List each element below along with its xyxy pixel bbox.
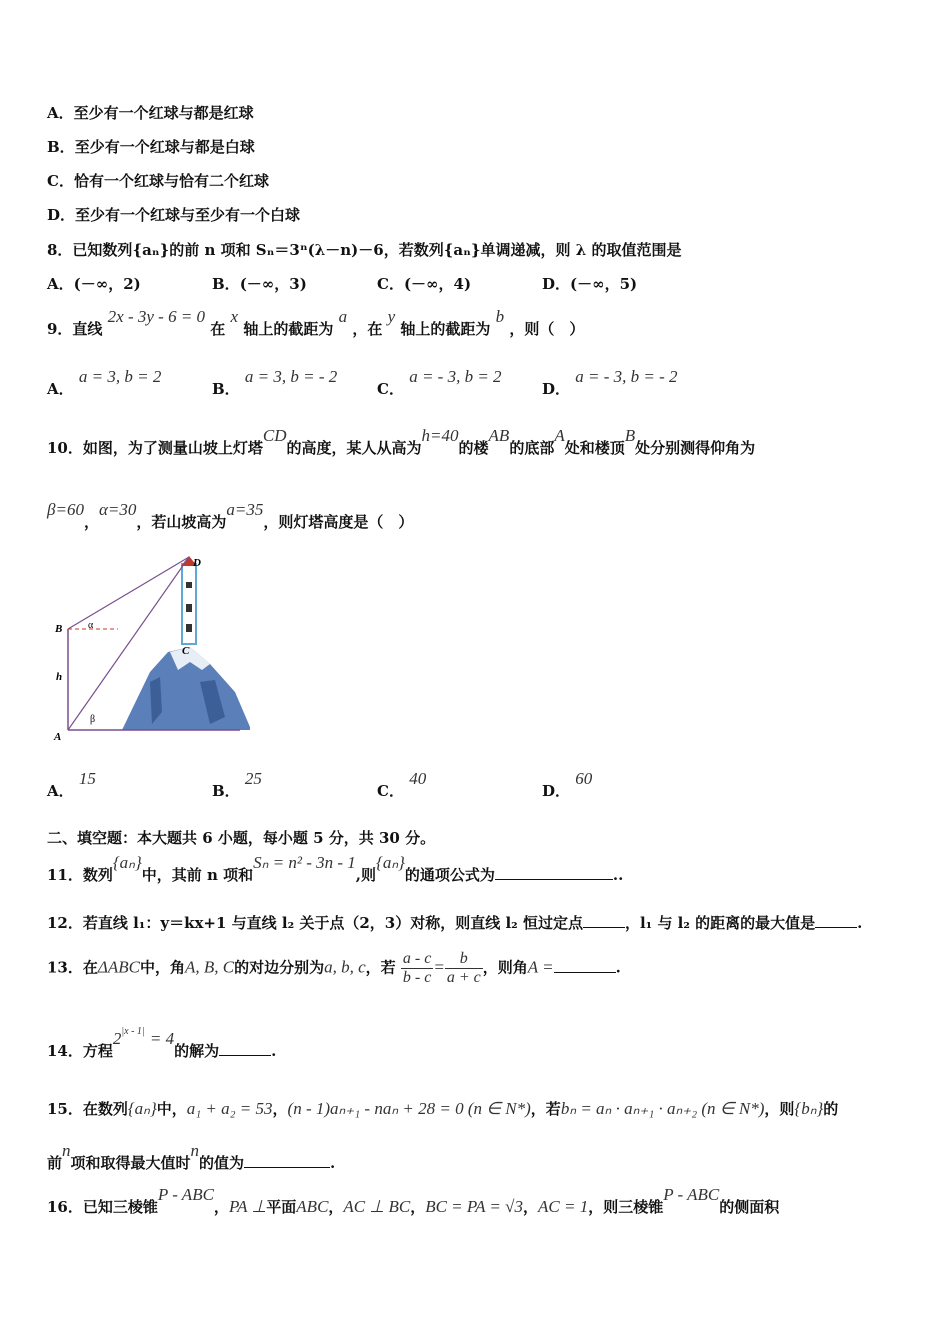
q15-stem-line2: 前n项和取得最大值时n的值为 . <box>47 1141 336 1172</box>
q11-stem: 11．数列{aₙ}中，其前 n 项和Sₙ = n² - 3n - 1,则{aₙ}的通项公式为 .. <box>47 853 624 884</box>
q10-options <box>47 769 593 801</box>
label-b: B <box>55 623 63 635</box>
q10-stem-line1: 10．如图，为了测量山坡上灯塔CD的高度，某人从高为h=40的楼AB的底部A处和楼顶B处分别测得仰角为 <box>47 426 756 457</box>
q8-stem: 8．已知数列{aₙ}的前 n 项和 Sₙ＝3ⁿ(λ－n)－6，若数列{aₙ}单调递减，则 λ 的取值范围是 <box>47 241 682 259</box>
label-c: C <box>182 645 190 657</box>
mountain-illustration <box>122 647 250 730</box>
q8-option-a: A．(－∞，2) <box>47 275 141 293</box>
q12-point-blank[interactable] <box>583 913 625 928</box>
section-heading: 二、填空题：本大题共 6 小题，每小题 5 分，共 30 分。 <box>47 829 436 847</box>
q13-answer-blank[interactable] <box>554 958 616 973</box>
q14-stem: 14．方程$2^{|x - 1|} = 4$的解为 . <box>47 1026 277 1060</box>
q13-fraction-right: $\frac{b}{a + c}$ <box>446 950 481 986</box>
q8-option-c: C．(－∞，4) <box>377 275 472 293</box>
label-d: D <box>193 557 201 569</box>
q9-options <box>47 367 678 399</box>
q7-option-d: D．至少有一个红球与至少有一个白球 <box>47 206 301 224</box>
q12-stem: 12．若直线 l₁：y＝kx+1 与直线 l₂ 关于点（2，3）对称，则直线 l₂ 恒过定点 ，l₁ 与 l₂ 的距离的最大值是 . <box>47 914 863 932</box>
q13-stem: 13．在ΔABC中，角A, B, C的对边分别为a, b, c，若 $\frac{a - c}{b - c}$ = $\frac{b}{a + c}$ ，则角A = . <box>47 950 621 986</box>
q15-answer-blank[interactable] <box>244 1153 330 1168</box>
q7-option-c: C．恰有一个红球与恰有二个红球 <box>47 172 269 190</box>
q9-line-equation: 2x - 3y - 6 = 0 <box>107 307 206 326</box>
q8-options <box>47 273 637 294</box>
q7-option-a: A．至少有一个红球与都是红球 <box>47 104 254 122</box>
q11-answer-blank[interactable] <box>495 865 613 880</box>
label-alpha: α <box>88 620 94 631</box>
q9-option-a: A． a = 3, b = 2 <box>47 367 162 398</box>
q10-option-d: D． 60 <box>542 769 593 800</box>
q16-stem: 16．已知三棱锥P - ABC，PA ⊥平面ABC，AC ⊥ BC，BC = PA = √3，AC = 1，则三棱锥P - ABC的侧面积 <box>47 1185 780 1216</box>
q9-option-c: C． a = - 3, b = 2 <box>377 367 502 398</box>
q10-option-c: C． 40 <box>377 769 427 800</box>
q10-option-b: B． 25 <box>212 769 262 800</box>
sight-line-b-d <box>68 557 189 629</box>
q10-stem-line2: β=60，α=30，若山坡高为a=35，则灯塔高度是（ ） <box>47 500 414 531</box>
q7-option-b: B．至少有一个红球与都是白球 <box>47 138 255 156</box>
label-a: A <box>54 731 62 742</box>
q8-option-b: B．(－∞，3) <box>212 275 307 293</box>
q9-option-b: B． a = 3, b = - 2 <box>212 367 338 398</box>
q15-stem-line1: 15．在数列{aₙ}中，a₁ + a₂ = 53，(n - 1)aₙ₊₁ - naₙ + 28 = 0 (n ∈ N*)，若bₙ = aₙ · aₙ₊₁ · aₙ₊₂ (n ∈ N*)，则{bₙ}的 <box>47 1099 839 1118</box>
q8-option-d: D．(－∞，5) <box>542 275 638 293</box>
label-beta: β <box>90 714 96 725</box>
lighthouse-figure <box>50 552 250 742</box>
q10-option-a: A． 15 <box>47 769 96 800</box>
label-h: h <box>56 671 63 683</box>
q14-answer-blank[interactable] <box>219 1041 271 1056</box>
q13-fraction-left: $\frac{a - c}{b - c}$ <box>402 950 432 986</box>
q9-option-d: D． a = - 3, b = - 2 <box>542 367 678 398</box>
q9-stem: 9．直线 2x - 3y - 6 = 0 在 x 轴上的截距为 a ，在 y 轴上的截距为 b ，则（ ） <box>47 307 585 338</box>
lighthouse-icon <box>181 556 197 644</box>
q12-distance-blank[interactable] <box>815 913 857 928</box>
